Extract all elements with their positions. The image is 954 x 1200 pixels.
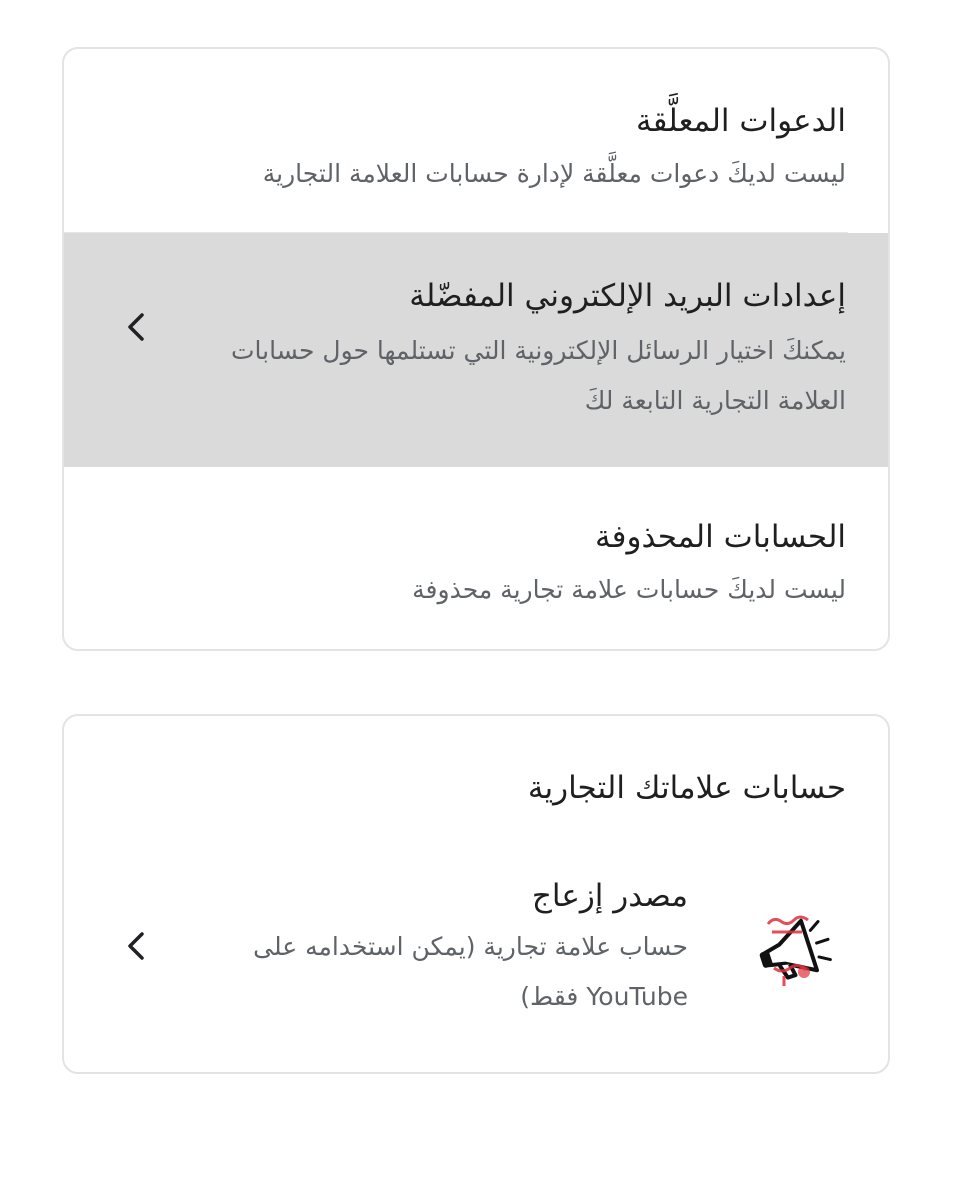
brand-account-description: حساب علامة تجارية (يمكن استخدامه على YouTube فقط) [253, 932, 688, 1011]
brand-accounts-card [62, 714, 890, 1074]
deleted-accounts-title: الحسابات المحذوفة [595, 519, 846, 555]
email-preferences-row[interactable] [64, 233, 888, 467]
brand-accounts-title: حسابات علاماتك التجارية [527, 770, 846, 806]
pending-invites-title: الدعوات المعلَّقة [636, 103, 846, 139]
megaphone-icon [744, 902, 838, 996]
deleted-accounts-row [64, 467, 888, 651]
deleted-accounts-subtitle: ليست لديكَ حسابات علامة تجارية محذوفة [412, 575, 846, 604]
chevron-left-icon[interactable] [120, 928, 152, 964]
email-preferences-subtitle: يمكنكَ اختيار الرسائل الإلكترونية التي تستلمها حول حسابات العلامة التجارية التابعة لكَ [230, 336, 846, 415]
brand-account-name: مصدر إزعاج [531, 878, 688, 914]
pending-invites-subtitle: ليست لديكَ دعوات معلَّقة لإدارة حسابات العلامة التجارية [262, 159, 846, 188]
brand-account-row[interactable] [64, 876, 888, 1056]
chevron-left-icon[interactable] [120, 309, 152, 345]
brand-account-settings-card [62, 47, 890, 651]
pending-invites-row [64, 49, 888, 233]
brand-account-info [218, 876, 688, 1022]
email-preferences-title: إعدادات البريد الإلكتروني المفضّلة [409, 278, 846, 314]
